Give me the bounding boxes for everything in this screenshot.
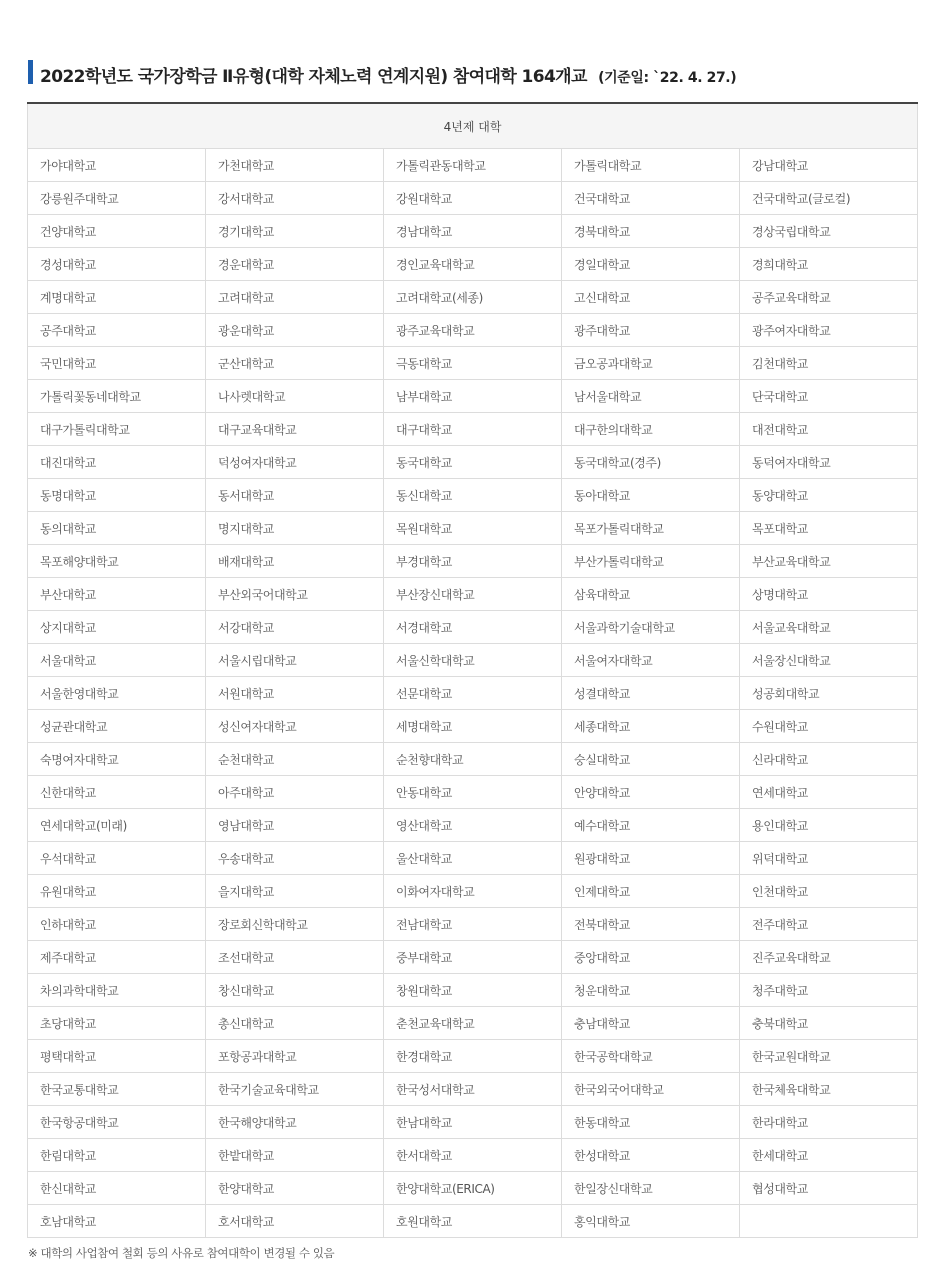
table-row (28, 347, 918, 380)
university-cell: 금오공과대학교 (562, 347, 740, 380)
university-cell: 가톨릭관동대학교 (384, 149, 562, 182)
university-cell: 동의대학교 (28, 512, 206, 545)
university-cell: 목포해양대학교 (28, 545, 206, 578)
university-cell: 청주대학교 (740, 974, 918, 1007)
university-cell: 광주여자대학교 (740, 314, 918, 347)
university-cell: 대구한의대학교 (562, 413, 740, 446)
table-row (28, 1040, 918, 1073)
university-cell: 나사렛대학교 (206, 380, 384, 413)
university-cell: 숭실대학교 (562, 743, 740, 776)
university-cell: 아주대학교 (206, 776, 384, 809)
university-cell: 삼육대학교 (562, 578, 740, 611)
university-cell: 한라대학교 (740, 1106, 918, 1139)
university-cell: 서울대학교 (28, 644, 206, 677)
university-cell: 한국기술교육대학교 (206, 1073, 384, 1106)
university-cell: 공주대학교 (28, 314, 206, 347)
university-cell: 한양대학교 (206, 1172, 384, 1205)
university-cell: 한국항공대학교 (28, 1106, 206, 1139)
table-header: 4년제 대학 (28, 103, 918, 149)
university-cell: 수원대학교 (740, 710, 918, 743)
university-cell: 공주교육대학교 (740, 281, 918, 314)
university-cell: 장로회신학대학교 (206, 908, 384, 941)
university-cell: 충북대학교 (740, 1007, 918, 1040)
university-cell: 평택대학교 (28, 1040, 206, 1073)
university-cell: 경북대학교 (562, 215, 740, 248)
table-row (28, 611, 918, 644)
table-row (28, 974, 918, 1007)
university-cell: 군산대학교 (206, 347, 384, 380)
university-cell: 한남대학교 (384, 1106, 562, 1139)
university-cell: 한서대학교 (384, 1139, 562, 1172)
university-cell: 덕성여자대학교 (206, 446, 384, 479)
university-cell: 인하대학교 (28, 908, 206, 941)
university-cell: 연세대학교(미래) (28, 809, 206, 842)
university-cell: 전북대학교 (562, 908, 740, 941)
university-cell: 서울교육대학교 (740, 611, 918, 644)
university-cell: 창신대학교 (206, 974, 384, 1007)
university-table (27, 102, 918, 1238)
university-cell: 용인대학교 (740, 809, 918, 842)
university-cell: 조선대학교 (206, 941, 384, 974)
table-body (28, 149, 918, 1238)
table-row (28, 1139, 918, 1172)
university-cell: 동명대학교 (28, 479, 206, 512)
university-cell: 고려대학교 (206, 281, 384, 314)
table-row (28, 941, 918, 974)
university-cell: 협성대학교 (740, 1172, 918, 1205)
university-cell: 계명대학교 (28, 281, 206, 314)
university-cell: 대전대학교 (740, 413, 918, 446)
university-cell: 춘천교육대학교 (384, 1007, 562, 1040)
university-cell: 상명대학교 (740, 578, 918, 611)
university-cell: 이화여자대학교 (384, 875, 562, 908)
page-title (40, 62, 736, 87)
university-cell: 청운대학교 (562, 974, 740, 1007)
university-cell: 부산장신대학교 (384, 578, 562, 611)
university-cell: 한국공학대학교 (562, 1040, 740, 1073)
university-cell: 부산외국어대학교 (206, 578, 384, 611)
university-cell: 숙명여자대학교 (28, 743, 206, 776)
university-cell: 동덕여자대학교 (740, 446, 918, 479)
university-cell: 극동대학교 (384, 347, 562, 380)
title-accent-bar (28, 60, 33, 84)
university-cell: 차의과학대학교 (28, 974, 206, 1007)
page-title-main: 2022학년도 국가장학금 Ⅱ유형(대학 자체노력 연계지원) 참여대학 164개교 (40, 67, 587, 87)
university-cell: 선문대학교 (384, 677, 562, 710)
university-cell: 동국대학교(경주) (562, 446, 740, 479)
university-cell: 대구가톨릭대학교 (28, 413, 206, 446)
university-cell: 동서대학교 (206, 479, 384, 512)
university-cell: 서원대학교 (206, 677, 384, 710)
table-row (28, 1073, 918, 1106)
university-cell: 광주교육대학교 (384, 314, 562, 347)
university-cell (740, 1205, 918, 1238)
university-cell: 원광대학교 (562, 842, 740, 875)
university-cell: 강릉원주대학교 (28, 182, 206, 215)
university-cell: 제주대학교 (28, 941, 206, 974)
university-cell: 서강대학교 (206, 611, 384, 644)
university-cell: 경희대학교 (740, 248, 918, 281)
university-cell: 울산대학교 (384, 842, 562, 875)
university-cell: 인천대학교 (740, 875, 918, 908)
university-cell: 대진대학교 (28, 446, 206, 479)
footnote: ※ 대학의 사업참여 철회 등의 사유로 참여대학이 변경될 수 있음 (28, 1246, 335, 1260)
table-row (28, 842, 918, 875)
university-cell: 명지대학교 (206, 512, 384, 545)
university-cell: 홍익대학교 (562, 1205, 740, 1238)
university-cell: 경운대학교 (206, 248, 384, 281)
university-cell: 경일대학교 (562, 248, 740, 281)
university-cell: 한일장신대학교 (562, 1172, 740, 1205)
table-row (28, 1172, 918, 1205)
university-cell: 성공회대학교 (740, 677, 918, 710)
university-cell: 한국해양대학교 (206, 1106, 384, 1139)
university-cell: 초당대학교 (28, 1007, 206, 1040)
university-cell: 인제대학교 (562, 875, 740, 908)
university-cell: 부경대학교 (384, 545, 562, 578)
university-cell: 안양대학교 (562, 776, 740, 809)
table-row (28, 215, 918, 248)
university-cell: 가천대학교 (206, 149, 384, 182)
table-row (28, 479, 918, 512)
university-cell: 호원대학교 (384, 1205, 562, 1238)
university-cell: 건국대학교(글로컬) (740, 182, 918, 215)
university-cell: 동신대학교 (384, 479, 562, 512)
university-cell: 한양대학교(ERICA) (384, 1172, 562, 1205)
table-row (28, 512, 918, 545)
university-cell: 가야대학교 (28, 149, 206, 182)
university-cell: 건양대학교 (28, 215, 206, 248)
university-cell: 부산교육대학교 (740, 545, 918, 578)
university-cell: 김천대학교 (740, 347, 918, 380)
table-row (28, 413, 918, 446)
university-cell: 동국대학교 (384, 446, 562, 479)
university-cell: 서경대학교 (384, 611, 562, 644)
university-cell: 배재대학교 (206, 545, 384, 578)
university-cell: 가톨릭꽃동네대학교 (28, 380, 206, 413)
university-cell: 우석대학교 (28, 842, 206, 875)
university-cell: 목원대학교 (384, 512, 562, 545)
university-cell: 순천향대학교 (384, 743, 562, 776)
university-cell: 동아대학교 (562, 479, 740, 512)
university-cell: 목포가톨릭대학교 (562, 512, 740, 545)
university-cell: 서울신학대학교 (384, 644, 562, 677)
university-cell: 상지대학교 (28, 611, 206, 644)
university-cell: 안동대학교 (384, 776, 562, 809)
reference-date: (기준일: `22. 4. 27.) (598, 70, 737, 86)
university-cell: 한성대학교 (562, 1139, 740, 1172)
table-row (28, 677, 918, 710)
university-cell: 유원대학교 (28, 875, 206, 908)
university-cell: 고신대학교 (562, 281, 740, 314)
university-cell: 국민대학교 (28, 347, 206, 380)
university-cell: 한신대학교 (28, 1172, 206, 1205)
university-cell: 경인교육대학교 (384, 248, 562, 281)
university-cell: 서울시립대학교 (206, 644, 384, 677)
university-cell: 성균관대학교 (28, 710, 206, 743)
university-cell: 경상국립대학교 (740, 215, 918, 248)
university-cell: 순천대학교 (206, 743, 384, 776)
university-cell: 연세대학교 (740, 776, 918, 809)
university-cell: 경성대학교 (28, 248, 206, 281)
university-cell: 위덕대학교 (740, 842, 918, 875)
university-cell: 세명대학교 (384, 710, 562, 743)
university-cell: 건국대학교 (562, 182, 740, 215)
table-row (28, 149, 918, 182)
table-row (28, 578, 918, 611)
university-cell: 한밭대학교 (206, 1139, 384, 1172)
university-cell: 진주교육대학교 (740, 941, 918, 974)
university-cell: 세종대학교 (562, 710, 740, 743)
university-cell: 남서울대학교 (562, 380, 740, 413)
university-cell: 남부대학교 (384, 380, 562, 413)
university-cell: 가톨릭대학교 (562, 149, 740, 182)
table-row (28, 1205, 918, 1238)
university-cell: 전주대학교 (740, 908, 918, 941)
university-cell: 한림대학교 (28, 1139, 206, 1172)
university-cell: 광주대학교 (562, 314, 740, 347)
university-cell: 충남대학교 (562, 1007, 740, 1040)
university-cell: 서울여자대학교 (562, 644, 740, 677)
university-cell: 신라대학교 (740, 743, 918, 776)
university-cell: 예수대학교 (562, 809, 740, 842)
university-cell: 성결대학교 (562, 677, 740, 710)
university-cell: 한국외국어대학교 (562, 1073, 740, 1106)
table-row (28, 281, 918, 314)
table-row (28, 1106, 918, 1139)
university-cell: 전남대학교 (384, 908, 562, 941)
university-cell: 강남대학교 (740, 149, 918, 182)
university-cell: 한세대학교 (740, 1139, 918, 1172)
page-title-bar (28, 60, 918, 87)
table-row (28, 809, 918, 842)
university-cell: 중부대학교 (384, 941, 562, 974)
university-cell: 부산대학교 (28, 578, 206, 611)
university-cell: 대구대학교 (384, 413, 562, 446)
university-cell: 서울장신대학교 (740, 644, 918, 677)
university-cell: 동양대학교 (740, 479, 918, 512)
table-row (28, 710, 918, 743)
table-row (28, 248, 918, 281)
university-cell: 한국교통대학교 (28, 1073, 206, 1106)
university-cell: 영남대학교 (206, 809, 384, 842)
university-cell: 한국교원대학교 (740, 1040, 918, 1073)
table-row (28, 644, 918, 677)
university-cell: 서울과학기술대학교 (562, 611, 740, 644)
university-cell: 한국체육대학교 (740, 1073, 918, 1106)
university-cell: 광운대학교 (206, 314, 384, 347)
university-cell: 강원대학교 (384, 182, 562, 215)
table-row (28, 314, 918, 347)
table-row (28, 380, 918, 413)
university-cell: 성신여자대학교 (206, 710, 384, 743)
table-header-row (28, 103, 918, 149)
university-cell: 한동대학교 (562, 1106, 740, 1139)
table-row (28, 875, 918, 908)
university-cell: 창원대학교 (384, 974, 562, 1007)
table-row (28, 1007, 918, 1040)
university-cell: 서울한영대학교 (28, 677, 206, 710)
table-row (28, 182, 918, 215)
table-row (28, 446, 918, 479)
university-cell: 호서대학교 (206, 1205, 384, 1238)
university-cell: 대구교육대학교 (206, 413, 384, 446)
university-cell: 호남대학교 (28, 1205, 206, 1238)
university-cell: 영산대학교 (384, 809, 562, 842)
university-cell: 목포대학교 (740, 512, 918, 545)
university-cell: 을지대학교 (206, 875, 384, 908)
university-cell: 한경대학교 (384, 1040, 562, 1073)
university-cell: 강서대학교 (206, 182, 384, 215)
university-cell: 중앙대학교 (562, 941, 740, 974)
table-row (28, 776, 918, 809)
university-cell: 경남대학교 (384, 215, 562, 248)
table-row (28, 908, 918, 941)
table-row (28, 545, 918, 578)
university-cell: 단국대학교 (740, 380, 918, 413)
university-cell: 경기대학교 (206, 215, 384, 248)
university-cell: 포항공과대학교 (206, 1040, 384, 1073)
university-cell: 우송대학교 (206, 842, 384, 875)
university-cell: 부산가톨릭대학교 (562, 545, 740, 578)
university-cell: 신한대학교 (28, 776, 206, 809)
university-cell: 고려대학교(세종) (384, 281, 562, 314)
university-cell: 총신대학교 (206, 1007, 384, 1040)
table-row (28, 743, 918, 776)
university-cell: 한국성서대학교 (384, 1073, 562, 1106)
